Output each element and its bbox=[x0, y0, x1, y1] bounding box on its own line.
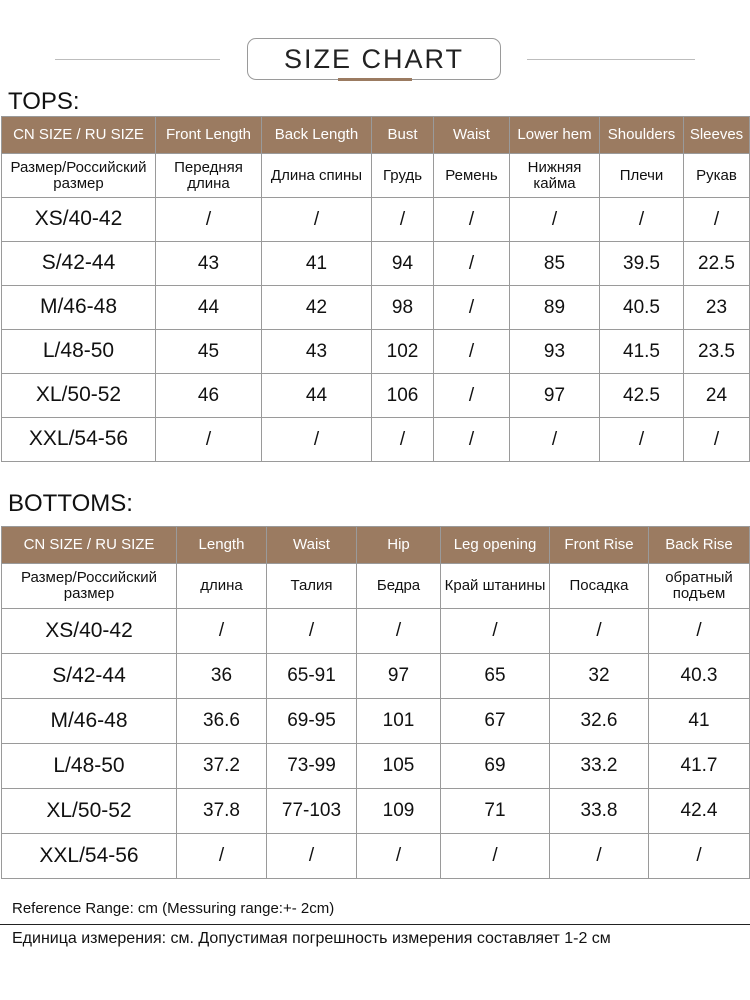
title-divider-right bbox=[527, 59, 695, 60]
tops-row bbox=[2, 330, 750, 374]
tops-value-cell: 94 bbox=[372, 242, 434, 286]
tops-ru-header-waist: Ремень bbox=[434, 154, 510, 198]
bottoms-value-cell: 73-99 bbox=[267, 744, 357, 789]
bottoms-value-cell: 97 bbox=[357, 654, 441, 699]
bottoms-value-cell: / bbox=[177, 609, 267, 654]
bottoms-value-cell: 37.8 bbox=[177, 789, 267, 834]
tops-header-lower-hem: Lower hem bbox=[510, 117, 600, 154]
bottoms-value-cell: 33.2 bbox=[550, 744, 649, 789]
bottoms-row bbox=[2, 654, 750, 699]
bottoms-ru-header-front-rise: Посадка bbox=[550, 564, 649, 609]
tops-value-cell: 41.5 bbox=[600, 330, 684, 374]
bottoms-row bbox=[2, 744, 750, 789]
tops-ru-header-front-length: Передняя длина bbox=[156, 154, 262, 198]
title-divider-left bbox=[55, 59, 220, 60]
bottoms-size-cell: S/42-44 bbox=[2, 654, 177, 699]
tops-value-cell: / bbox=[262, 198, 372, 242]
bottoms-header-front-rise: Front Rise bbox=[550, 527, 649, 564]
bottoms-value-cell: 105 bbox=[357, 744, 441, 789]
tops-value-cell: 102 bbox=[372, 330, 434, 374]
notes-divider bbox=[0, 924, 750, 925]
bottoms-ru-header-length: длина bbox=[177, 564, 267, 609]
tops-row bbox=[2, 242, 750, 286]
tops-value-cell: / bbox=[600, 418, 684, 462]
bottoms-value-cell: 77-103 bbox=[267, 789, 357, 834]
bottoms-header-size: CN SIZE / RU SIZE bbox=[2, 527, 177, 564]
bottoms-value-cell: / bbox=[649, 609, 750, 654]
tops-value-cell: 23.5 bbox=[684, 330, 750, 374]
bottoms-label: BOTTOMS: bbox=[8, 490, 133, 517]
bottoms-row bbox=[2, 609, 750, 654]
bottoms-header-waist: Waist bbox=[267, 527, 357, 564]
bottoms-value-cell: / bbox=[177, 834, 267, 879]
tops-value-cell: 43 bbox=[156, 242, 262, 286]
bottoms-value-cell: / bbox=[441, 834, 550, 879]
bottoms-value-cell: 33.8 bbox=[550, 789, 649, 834]
tops-value-cell: 41 bbox=[262, 242, 372, 286]
bottoms-header-leg-opening: Leg opening bbox=[441, 527, 550, 564]
tops-size-cell: M/46-48 bbox=[2, 286, 156, 330]
bottoms-value-cell: / bbox=[441, 609, 550, 654]
tops-value-cell: / bbox=[434, 198, 510, 242]
tops-value-cell: / bbox=[372, 418, 434, 462]
bottoms-value-cell: 109 bbox=[357, 789, 441, 834]
tops-value-cell: 106 bbox=[372, 374, 434, 418]
reference-note-en: Reference Range: cm (Messuring range:+- 2cm) bbox=[12, 900, 335, 917]
bottoms-value-cell: 32.6 bbox=[550, 699, 649, 744]
bottoms-row bbox=[2, 789, 750, 834]
bottoms-value-cell: 71 bbox=[441, 789, 550, 834]
bottoms-row bbox=[2, 834, 750, 879]
bottoms-size-cell: M/46-48 bbox=[2, 699, 177, 744]
tops-header-shoulders: Shoulders bbox=[600, 117, 684, 154]
bottoms-table bbox=[1, 526, 750, 879]
tops-ru-header-sleeves: Рукав bbox=[684, 154, 750, 198]
bottoms-value-cell: 37.2 bbox=[177, 744, 267, 789]
bottoms-value-cell: 40.3 bbox=[649, 654, 750, 699]
bottoms-value-cell: 36 bbox=[177, 654, 267, 699]
tops-value-cell: 24 bbox=[684, 374, 750, 418]
tops-value-cell: 43 bbox=[262, 330, 372, 374]
tops-value-cell: 97 bbox=[510, 374, 600, 418]
bottoms-value-cell: / bbox=[267, 609, 357, 654]
bottoms-ru-header-waist: Талия bbox=[267, 564, 357, 609]
tops-size-cell: XS/40-42 bbox=[2, 198, 156, 242]
bottoms-size-cell: XXL/54-56 bbox=[2, 834, 177, 879]
bottoms-ru-header-leg-opening: Край штанины bbox=[441, 564, 550, 609]
tops-table bbox=[1, 116, 750, 462]
tops-label: TOPS: bbox=[8, 88, 80, 115]
chart-title: SIZE CHART bbox=[247, 38, 501, 80]
tops-value-cell: / bbox=[434, 286, 510, 330]
bottoms-size-cell: XS/40-42 bbox=[2, 609, 177, 654]
tops-value-cell: / bbox=[600, 198, 684, 242]
tops-value-cell: / bbox=[434, 418, 510, 462]
bottoms-ru-header-hip: Бедра bbox=[357, 564, 441, 609]
bottoms-value-cell: / bbox=[357, 834, 441, 879]
tops-value-cell: / bbox=[372, 198, 434, 242]
tops-header-front-length: Front Length bbox=[156, 117, 262, 154]
bottoms-value-cell: 32 bbox=[550, 654, 649, 699]
tops-ru-header-back-length: Длина спины bbox=[262, 154, 372, 198]
tops-value-cell: 46 bbox=[156, 374, 262, 418]
tops-value-cell: / bbox=[684, 198, 750, 242]
tops-value-cell: 39.5 bbox=[600, 242, 684, 286]
bottoms-value-cell: 42.4 bbox=[649, 789, 750, 834]
bottoms-value-cell: / bbox=[267, 834, 357, 879]
tops-size-cell: XXL/54-56 bbox=[2, 418, 156, 462]
tops-row bbox=[2, 286, 750, 330]
bottoms-value-cell: 36.6 bbox=[177, 699, 267, 744]
tops-value-cell: 22.5 bbox=[684, 242, 750, 286]
title-underline bbox=[338, 78, 412, 81]
tops-value-cell: 45 bbox=[156, 330, 262, 374]
tops-value-cell: / bbox=[434, 242, 510, 286]
bottoms-value-cell: / bbox=[550, 834, 649, 879]
tops-header-waist: Waist bbox=[434, 117, 510, 154]
tops-value-cell: 85 bbox=[510, 242, 600, 286]
bottoms-header-back-rise: Back Rise bbox=[649, 527, 750, 564]
tops-value-cell: 44 bbox=[262, 374, 372, 418]
bottoms-value-cell: 41.7 bbox=[649, 744, 750, 789]
tops-ru-header-lower-hem: Нижняя кайма bbox=[510, 154, 600, 198]
tops-header-sleeves: Sleeves bbox=[684, 117, 750, 154]
bottoms-value-cell: 69 bbox=[441, 744, 550, 789]
tops-value-cell: 93 bbox=[510, 330, 600, 374]
tops-header-bust: Bust bbox=[372, 117, 434, 154]
tops-row bbox=[2, 418, 750, 462]
tops-value-cell: / bbox=[510, 418, 600, 462]
bottoms-value-cell: 41 bbox=[649, 699, 750, 744]
bottoms-size-cell: XL/50-52 bbox=[2, 789, 177, 834]
tops-ru-header-bust: Грудь bbox=[372, 154, 434, 198]
bottoms-value-cell: / bbox=[649, 834, 750, 879]
tops-value-cell: / bbox=[434, 374, 510, 418]
bottoms-value-cell: 101 bbox=[357, 699, 441, 744]
bottoms-size-cell: L/48-50 bbox=[2, 744, 177, 789]
tops-value-cell: / bbox=[510, 198, 600, 242]
tops-value-cell: 23 bbox=[684, 286, 750, 330]
tops-value-cell: / bbox=[156, 418, 262, 462]
tops-ru-header-shoulders: Плечи bbox=[600, 154, 684, 198]
tops-value-cell: 40.5 bbox=[600, 286, 684, 330]
tops-value-cell: / bbox=[156, 198, 262, 242]
tops-size-cell: S/42-44 bbox=[2, 242, 156, 286]
bottoms-value-cell: / bbox=[550, 609, 649, 654]
bottoms-value-cell: 67 bbox=[441, 699, 550, 744]
bottoms-header-hip: Hip bbox=[357, 527, 441, 564]
tops-size-cell: L/48-50 bbox=[2, 330, 156, 374]
tops-row bbox=[2, 374, 750, 418]
tops-value-cell: / bbox=[262, 418, 372, 462]
tops-value-cell: / bbox=[434, 330, 510, 374]
bottoms-ru-header-back-rise: обратный подъем bbox=[649, 564, 750, 609]
tops-header-back-length: Back Length bbox=[262, 117, 372, 154]
tops-value-cell: 42.5 bbox=[600, 374, 684, 418]
tops-value-cell: 44 bbox=[156, 286, 262, 330]
bottoms-value-cell: 65 bbox=[441, 654, 550, 699]
bottoms-value-cell: 65-91 bbox=[267, 654, 357, 699]
bottoms-value-cell: 69-95 bbox=[267, 699, 357, 744]
tops-size-cell: XL/50-52 bbox=[2, 374, 156, 418]
tops-value-cell: 89 bbox=[510, 286, 600, 330]
tops-value-cell: 42 bbox=[262, 286, 372, 330]
tops-ru-header-size: Размер/Российский размер bbox=[2, 154, 156, 198]
bottoms-row bbox=[2, 699, 750, 744]
reference-note-ru: Единица измерения: см. Допустимая погрешность измерения составляет 1-2 см bbox=[12, 930, 611, 947]
tops-value-cell: 98 bbox=[372, 286, 434, 330]
tops-value-cell: / bbox=[684, 418, 750, 462]
tops-header-size: CN SIZE / RU SIZE bbox=[2, 117, 156, 154]
tops-row bbox=[2, 198, 750, 242]
bottoms-ru-header-size: Размер/Российский размер bbox=[2, 564, 177, 609]
bottoms-value-cell: / bbox=[357, 609, 441, 654]
bottoms-header-length: Length bbox=[177, 527, 267, 564]
